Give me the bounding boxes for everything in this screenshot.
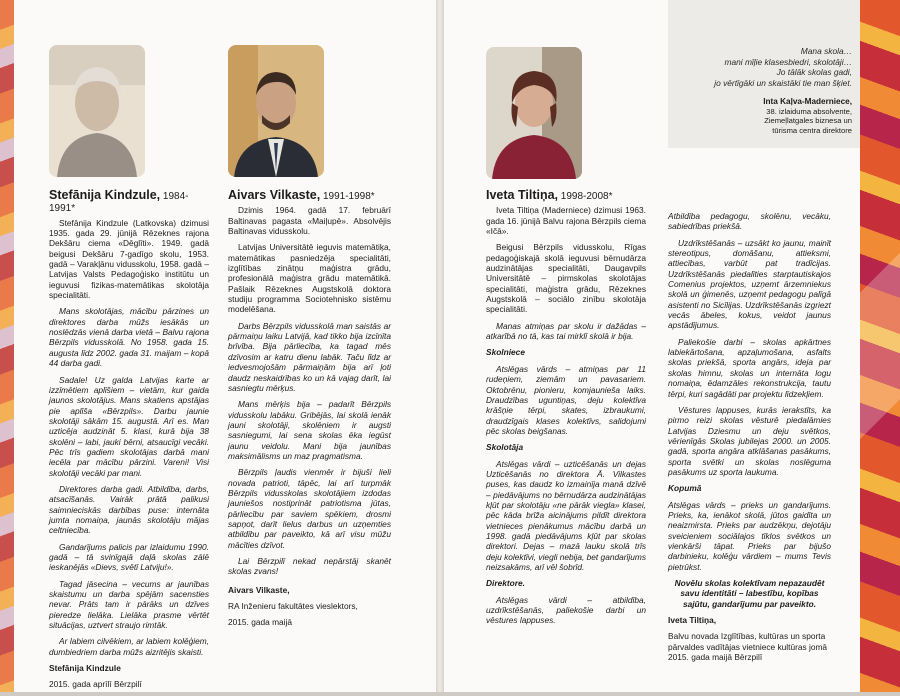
paragraph: Vēstures lappuses, kurās ierakstīts, ka pirmo reizi skolas vēsturē piedalāmies Latvijas Dziesmu un deju svētkos, vērienīgās Skolas jubilejas 2000. un 2005. gadā, sporta angāra atklāšanas pasākums, sporta svētki un skolas noslēguma pasākums uz sporta laukuma. [668, 404, 831, 477]
kindzule-signature-place: 2015. gada aprīlī Bērzpilī [49, 679, 142, 690]
paragraph: Stefānija Kindzule (Latkovska) dzimusi 1935. gada 29. jūnijā Rēzeknes rajona Dekšāru ciema «Dēglīti». 1949. gadā beigusi Dekšāru 7-gadīgo skolu, 1953. gadā – Varakļānu vidusskolu, 1958. gadā – Latvijas Valsts Pedagoģisko institūtu un ieguvusi fizikas-matemātikas skolotāja specialitāti. [49, 217, 209, 301]
tiltina-signature-date: 2015. gada maijā Bērzpilī [668, 652, 763, 663]
paragraph: Latvijas Universitātē ieguvis matemātiķa, matemātikas pasniedzēja specialitāti, izglītības zinātņu maģistra grādu, profesionālā maģistra grādu matemātikā. Pašlaik Rēzeknes Augstskolā doktora studiju programma Sociotehnisko sistēmu modelēšana. [228, 242, 391, 315]
tiltina-continued-column [668, 211, 831, 662]
paragraph: Paliekošie darbi – skolas apkārtnes labiekārtošana, apzaļumošana, asfalts skolas priekšā, sporta angārs, ideja par skolas himnu, skolas un internāta logu nomaiņa, ēdamzāles rekonstrukcija, tautu tērpi, kuri sagādāti par projektu līdzekļiem. [668, 336, 831, 399]
paragraph: Gandarījums palicis par izlaidumu 1990. gadā – tā svinīgajā daļā skolas zālē ieskanējās «Dievs, svētī Latviju!». [49, 541, 209, 573]
paragraph: Sadale! Uz galda Latvijas karte ar izzīmētiem aplīšiem – vietām, kur gaida jaunos skolotājus. Mans skatiens apstājas pie aplīša «Bērzpils». Darbu jaunie skolotāji sākām 15. augustā. Arī es. Man uzticēja audzināt 5. klasi, kurā bija 38 skolēni – labi, jauki bērni, atsaucīgi vecāki. Pēc trīs gadiem skolotājas darbā mani iecēla par mācību pārzini. Vareni! Visi skolotāji vecāki par mani. [49, 374, 209, 478]
kindzule-name: Stefānija Kindzule, 1984-1991* [49, 188, 189, 215]
paragraph: Beigusi Bērzpils vidusskolu, Rīgas pedagoģiskajā skolā ieguvusi bērnudārza audzinātājas specialitāti, Daugavpils Universitātē – pirmskolas skolotājas specialitāti, maģistra grādu, Rēzeknes Augstskolā – sociālo zinību skolotāja specialitāti. [486, 242, 646, 315]
tiltina-signature: Iveta Tiltiņa, [668, 615, 717, 626]
paragraph: Bērzpils ļaudis vienmēr ir bijuši lieli novada patrioti, tāpēc, lai arī turpmāk Bērzpils vidusskolas skolotājiem izdodas jauniešos nostiprināt patriotisma jūtas, pārliecību par saviem spēkiem, drosmi sapņot, darīt lielus darbus un uzņemties atbildību par paveikto, kā arī visu mūžu mācīties dzīvot. [228, 467, 391, 550]
vilkaste-signature-info: RA Inženieru fakultātes vieslektors, [228, 601, 358, 612]
section-text: Atslēgas vārdi – atbildība, uzdrīkstēšanās, paliekošie darbi un vēstures lappuses. [486, 594, 646, 626]
section-heading: Skolotāja [486, 442, 524, 453]
tiltina-column [486, 190, 646, 632]
page-gutter [436, 0, 444, 692]
kindzule-column [49, 190, 209, 696]
paragraph: Uzdrīkstēšanās – uzsākt ko jaunu, mainīt stereotipus, domāšanu, attieksmi, attiecības, varbūt pat tradīcijas. Uzdrīkstēšanās piedalīties starptautiskajos Comenius projektos, uzņemt ārzemniekus skolā un ģimenēs, uzņemt pedagogu palīgā asistenti no Sicīlijas. Uzdrīkstēšanās izgriezt vecās ābeles, kokus, veidot jaunus apstādījumus. [668, 237, 831, 331]
quote-box [668, 0, 860, 148]
tiltina-name: Iveta Tiltiņa, 1998-2008* [486, 188, 613, 202]
paragraph: Direktores darba gadi. Atbildība, darbs, atsacīšanās. Vairāk prātā palikusi saimnieciskās darbības puse: internāta jumta nomaiņa, jaunās skolotāju mājas celtniecība. [49, 483, 209, 536]
section-text: Atslēgas vārds – prieks un gandarījums. Prieks, ka, ienākot skolā, jūtos gaidīta un neaizmirsta. Prieks par audzēkņu, dejotāju sveicieniem sociālajos tīklos svētkos un vienkārši tāpat. Prieks par bijušo darbinieku, kolēģu vārdiem – mums Tevis pietrūkst. [668, 499, 831, 572]
decorative-border-left [0, 0, 14, 692]
section-heading: Direktore. [486, 578, 525, 589]
quote-author: Inta Kaļva-Maderniece, 38. izlaiduma absolvente, Ziemeļlatgales biznesa un tūrisma centra direktore [763, 97, 852, 135]
paragraph: Lai Bērzpilī nekad nepārstāj skanēt skolas zvans! [228, 556, 391, 577]
section-heading: Kopumā [668, 483, 702, 494]
section-text: Atslēgas vārdi – uzticēšanās un dejas Uzticēšanās no direktora Ā. Vilkastes puses, kas daudz ko izmainīja manā dzīvē – piedāvājums no bērnudārza audzinātājas kļūt par skolotāju «ne pārāk viegla» klasei, pēc kāda brīža aicinājums pildīt direktora vietnieces pienākumus mācību darbā un 1998. gadā piedāvājums kļūt par skolas direktori. Dejas – mazā lauku skolā trīs deju kolektīvi, viegli nebija, bet gandarījums neizsakāms, arī vēl šobrīd. [486, 458, 647, 572]
paragraph: Darbs Bērzpils vidusskolā man saistās ar pārmaiņu laiku Latvijā, kad tikko bija izcīnīta brīvība. Bija pārliecība, ka tagad mēs dzīvosim ar katru dienu labāk. Taču līdz ar iedvesmojošām pārmaiņām bija arī ļoti daudz neskaidrības ko un kā vajag darīt, lai sasniegtu mērķus. [228, 320, 391, 393]
portrait-vilkaste-photo [228, 45, 324, 177]
kindzule-signature: Stefānija Kindzule [49, 663, 121, 674]
paragraph: Ar labiem cilvēkiem, ar labiem kolēģiem, dumbiedriem darba mūžs aizritējis skaisti. [49, 636, 209, 657]
paragraph: Iveta Tiltiņa (Maderniece) dzimusi 1963. gada 16. jūnijā Balvu rajona Bērzpils ciema «Ičā». [486, 205, 646, 237]
decorative-border-right [860, 0, 900, 692]
paragraph: Mans mērķis bija – padarīt Bērzpils vidusskolu labāku. Gribējās, lai skolā ienāk jauni skolotāji, skolēniem ir augsti sasniegumi, lai sena skolas ēka iegūst jaunu veidolu. Mani bija jaunības maksimālisms un maz pragmatisma. [228, 399, 391, 461]
portrait-kindzule-photo [49, 45, 145, 177]
vilkaste-signature-date: 2015. gada maijā [228, 617, 293, 628]
section-text: Atslēgas vārds – atmiņas par 11 rudeņiem, ziemām un pavasariem. Oktobrēnu, pionieru, komjaunieša laiks. Draudzības uguntiņas, deju kolektīva krāšņie tērpi, skates, izbraukumi, draudzīgais klases kolektīvs, salidojumi pēc skolas beigšanas. [486, 363, 646, 436]
section-heading: Skolniece [486, 347, 525, 358]
paragraph: Tagad jāsecina – vecums ar jaunības skaistumu un darba spējām sacensties nevar. Prāts tam ir pārāks un dzīves pieredze lielāka. Lielāka prasme vērtēt situācijas, uztvert straujo rimtāk. [49, 578, 209, 631]
vilkaste-signature: Aivars Vilkaste, [228, 584, 290, 595]
paragraph: Dzimis 1964. gadā 17. februārī Baltinavas pagasta «Maiļupē». Absolvējis Baltinavas vidusskolu. [228, 205, 391, 237]
paragraph: Atbildība pedagogu, skolēnu, vecāku, sabiedrības priekšā. [668, 211, 831, 232]
vilkaste-name: Aivars Vilkaste, 1991-1998* [228, 188, 375, 202]
closing-wish: Novēlu skolas kolektīvam nepazaudēt savu identitāti – labestību, kopības sajūtu, gandarījumu par paveikto. [674, 578, 825, 609]
tiltina-signature-info: Balvu novada Izglītības, kultūras un sporta [668, 631, 826, 642]
quote-text: Mana skola… mani mīļie klasesbiedri, skolotāji… Jo tālāk skolas gadi, jo vērtīgāki un skaistāki tie man šķiet. [714, 46, 852, 88]
portrait-tiltina-photo [486, 47, 582, 179]
paragraph: Manas atmiņas par skolu ir dažādas – atkarībā no tā, kas tai mirklī skolā ir bija. [486, 320, 646, 342]
paragraph: Mans skolotājas, mācību pārzines un direktores darba mūžs iesākās un noslēdzās vienā darba vietā – Balvu rajona Bērzpils vidusskolā. No 1958. gada 15. augusta līdz 2002. gada 31. maijam – kopā 44 darba gadi. [49, 306, 209, 369]
vilkaste-column [228, 190, 391, 634]
tiltina-signature-role: pārvaldes vadītājas vietniece kultūras jomā [668, 641, 828, 652]
